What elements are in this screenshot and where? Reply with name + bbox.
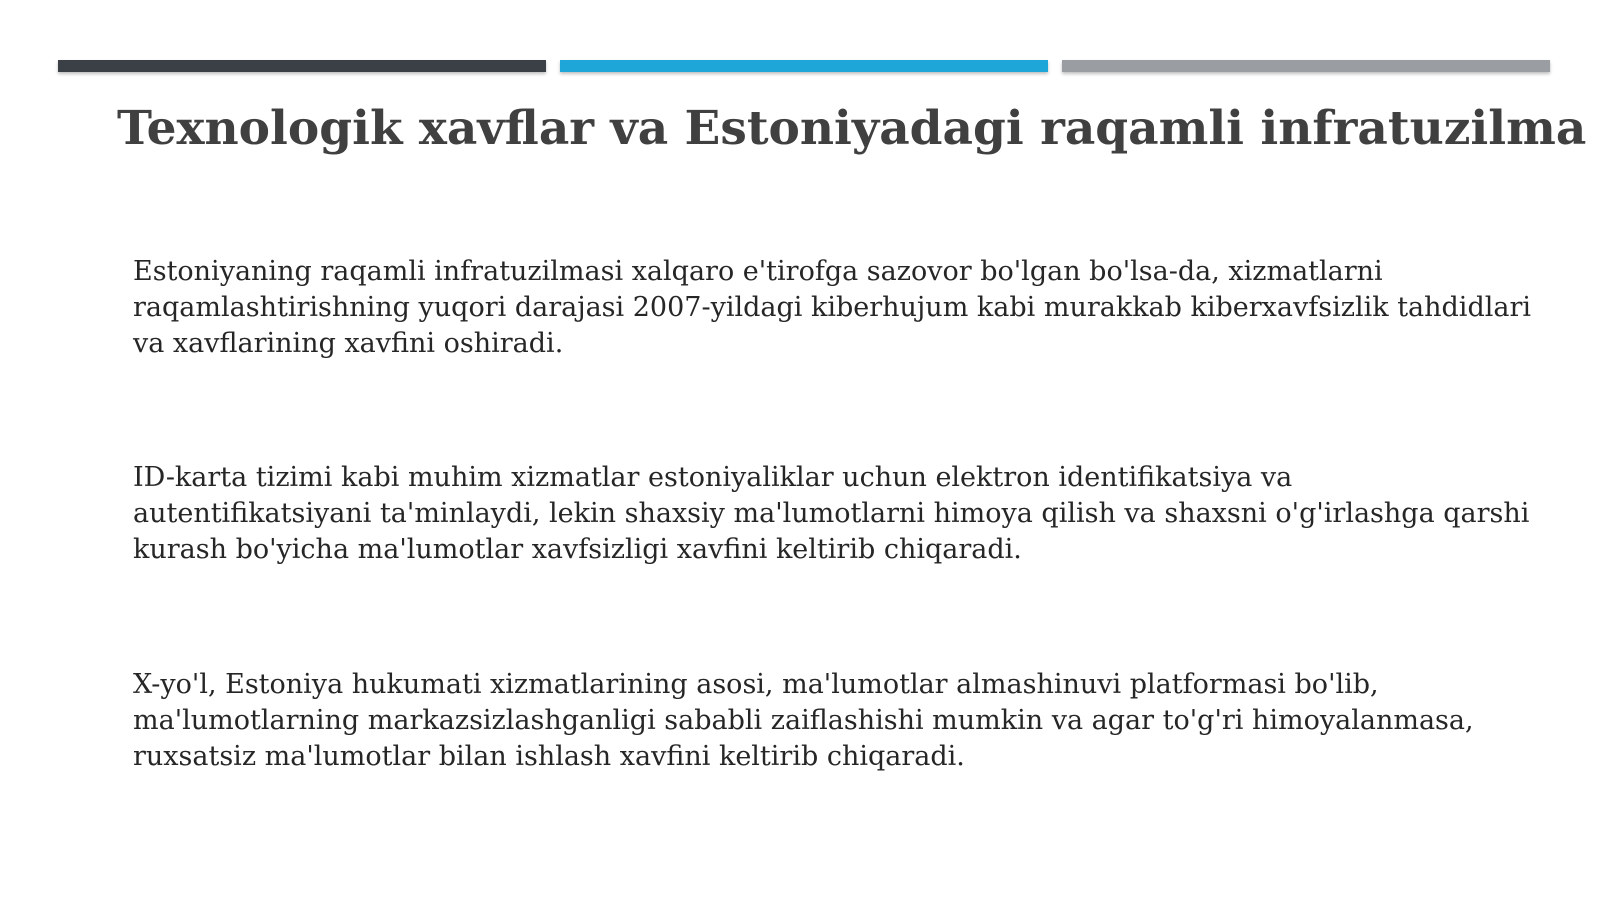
accent-bar-gray [1062,60,1550,72]
body-paragraph: X-yo'l, Estoniya hukumati xizmatlarining asosi, ma'lumotlar almashinuvi platformasi bo'lib, ma'lumotlarning markazsizlashganligi sababli zaiflashishi mumkin va agar to'g'ri himoyalanmasa, ruxsatsiz ma'lumotlar bilan ishlash xavfini keltirib chiqaradi. [133,669,1474,772]
accent-bar-dark [58,60,546,72]
slide-title: Texnologik xavflar va Estoniyadagi raqamli infratuzilma [117,101,1587,156]
body-paragraph: ID-karta tizimi kabi muhim xizmatlar estoniyaliklar uchun elektron identifikatsiya va autentifikatsiyani ta'minlaydi, lekin shaxsiy ma'lumotlarni himoya qilish va shaxsni o'g'irlashga qarshi kurash bo'yicha ma'lumotlar xavfsizligi xavfini keltirib chiqaradi. [133,462,1530,565]
accent-bar-blue [560,60,1048,72]
body-paragraph: Estoniyaning raqamli infratuzilmasi xalqaro e'tirofga sazovor bo'lgan bo'lsa-da, xizmatlarni raqamlashtirishning yuqori darajasi 2007-yildagi kiberhujum kabi murakkab kiberxavfsizlik tahdidlari va xavflarining xavfini oshiradi. [133,256,1532,359]
